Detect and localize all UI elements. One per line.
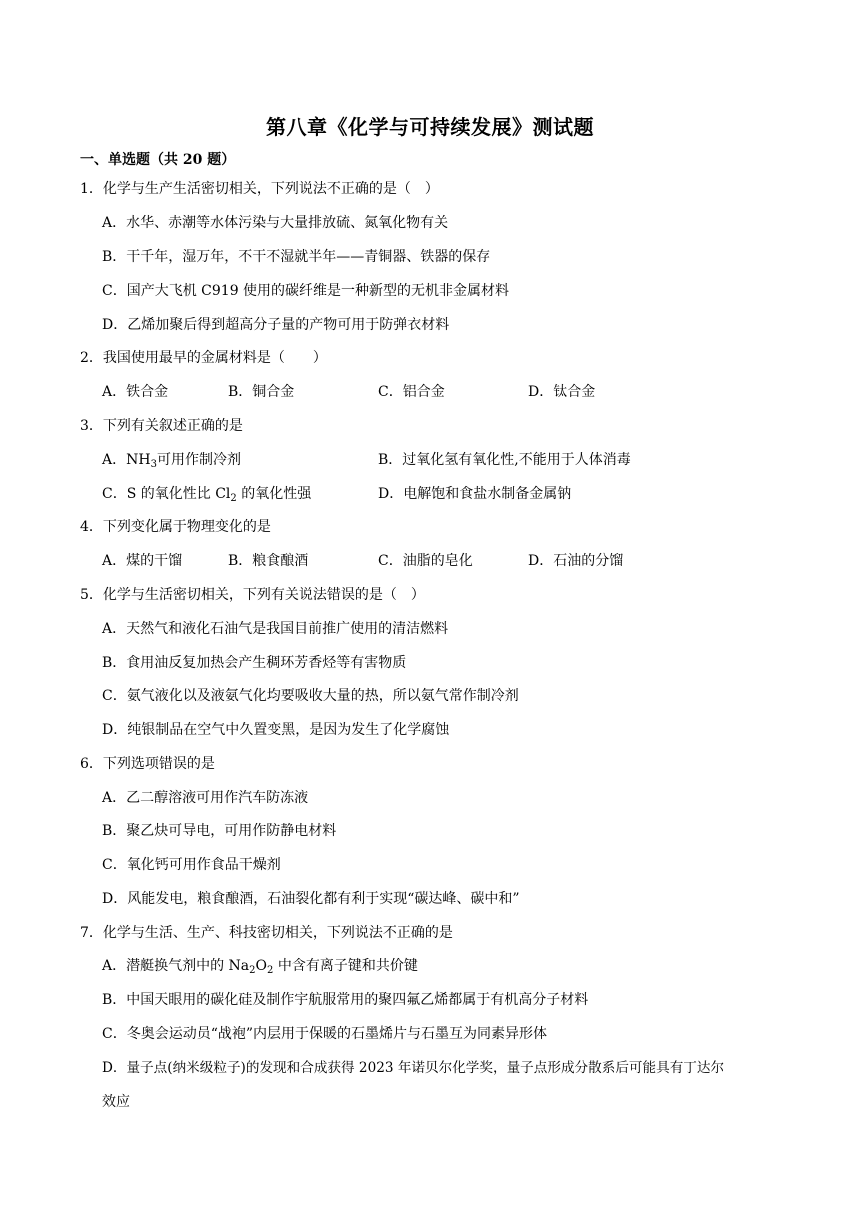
question-6-option-a: A．乙二醇溶液可用作汽车防冻液 <box>102 790 309 806</box>
section-heading: 一、单选题（共 20 题） <box>80 152 236 168</box>
question-5-option-b: B．食用油反复加热会产生稠环芳香烃等有害物质 <box>102 655 407 671</box>
question-7-option-c: C．冬奥会运动员“战袍”内层用于保暖的石墨烯片与石墨互为同素异形体 <box>102 1026 548 1042</box>
question-3-option-c-post: 的氧化性强 <box>236 486 312 502</box>
question-3-option-b: B．过氧化氢有氧化性,不能用于人体消毒 <box>378 452 631 468</box>
question-3-option-a-post: 可用作制冷剂 <box>156 452 241 468</box>
question-3-option-a <box>102 449 241 471</box>
question-3-option-c <box>102 483 311 505</box>
question-1-option-c: C．国产大飞机 C919 使用的碳纤维是一种新型的无机非金属材料 <box>102 283 510 299</box>
question-5-option-c: C．氨气液化以及液氨气化均要吸收大量的热，所以氨气常作制冷剂 <box>102 688 519 704</box>
question-5-option-d: D．纯银制品在空气中久置变黑，是因为发生了化学腐蚀 <box>102 722 450 738</box>
question-6-option-b: B．聚乙炔可导电，可用作防静电材料 <box>102 823 337 839</box>
question-3-option-a-sub: 3 <box>150 459 157 470</box>
question-2-option-b: B．铜合金 <box>228 384 295 400</box>
question-3-option-d: D．电解饱和食盐水制备金属钠 <box>378 486 572 502</box>
question-4-stem: 4．下列变化属于物理变化的是 <box>80 519 271 535</box>
question-7-option-b: B．中国天眼用的碳化硅及制作宇航服常用的聚四氟乙烯都属于有机高分子材料 <box>102 992 589 1008</box>
question-7-option-a <box>102 955 418 977</box>
question-7-option-a-pre: A．潜艇换气剂中的 Na <box>102 958 250 974</box>
question-6-option-c: C．氧化钙可用作食品干燥剂 <box>102 857 281 873</box>
question-1-option-a: A．水华、赤潮等水体污染与大量排放硫、氮氧化物有关 <box>102 215 449 231</box>
question-5-option-a: A．天然气和液化石油气是我国目前推广使用的清洁燃料 <box>102 621 449 637</box>
question-2-option-a: A．铁合金 <box>102 384 169 400</box>
question-7-option-a-mid: O <box>255 958 268 974</box>
question-6-option-d: D．风能发电，粮食酿酒，石油裂化都有利于实现“碳达峰、碳中和” <box>102 891 520 907</box>
question-1-option-b: B．干千年，湿万年，不干不湿就半年——青铜器、铁器的保存 <box>102 249 491 265</box>
question-7-stem: 7．化学与生活、生产、科技密切相关，下列说法不正确的是 <box>80 925 453 941</box>
question-5-stem: 5．化学与生活密切相关，下列有关说法错误的是（ ） <box>80 587 425 603</box>
question-2-option-c: C．铝合金 <box>378 384 445 400</box>
question-7-option-a-sub: 2 <box>249 965 256 976</box>
question-3-option-c-pre: C．S 的氧化性比 Cl <box>102 486 231 502</box>
question-7-option-d: D．量子点(纳米级粒子)的发现和合成获得 2023 年诺贝尔化学奖，量子点形成分散系后可能具有丁达尔 <box>102 1060 725 1076</box>
question-4-option-d: D．石油的分馏 <box>528 553 624 569</box>
question-2-option-d: D．钛合金 <box>528 384 596 400</box>
page-title: 第八章《化学与可持续发展》测试题 <box>266 115 594 139</box>
question-7-option-d-continued: 效应 <box>102 1094 130 1110</box>
question-1-stem: 1．化学与生产生活密切相关，下列说法不正确的是（ ） <box>80 181 439 197</box>
question-3-option-a-pre: A．NH <box>102 452 151 468</box>
question-3-stem: 3．下列有关叙述正确的是 <box>80 418 243 434</box>
question-7-option-a-post: 中含有离子键和共价键 <box>273 958 418 974</box>
question-4-option-a: A．煤的干馏 <box>102 553 183 569</box>
question-4-option-c: C．油脂的皂化 <box>378 553 473 569</box>
question-1-option-d: D．乙烯加聚后得到超高分子量的产物可用于防弹衣材料 <box>102 317 450 333</box>
question-4-option-b: B．粮食酿酒 <box>228 553 309 569</box>
question-7-option-a-sub2: 2 <box>267 965 274 976</box>
question-6-stem: 6．下列选项错误的是 <box>80 756 215 772</box>
question-3-option-c-sub: 2 <box>230 493 237 504</box>
question-2-stem: 2．我国使用最早的金属材料是（ ） <box>80 350 327 366</box>
